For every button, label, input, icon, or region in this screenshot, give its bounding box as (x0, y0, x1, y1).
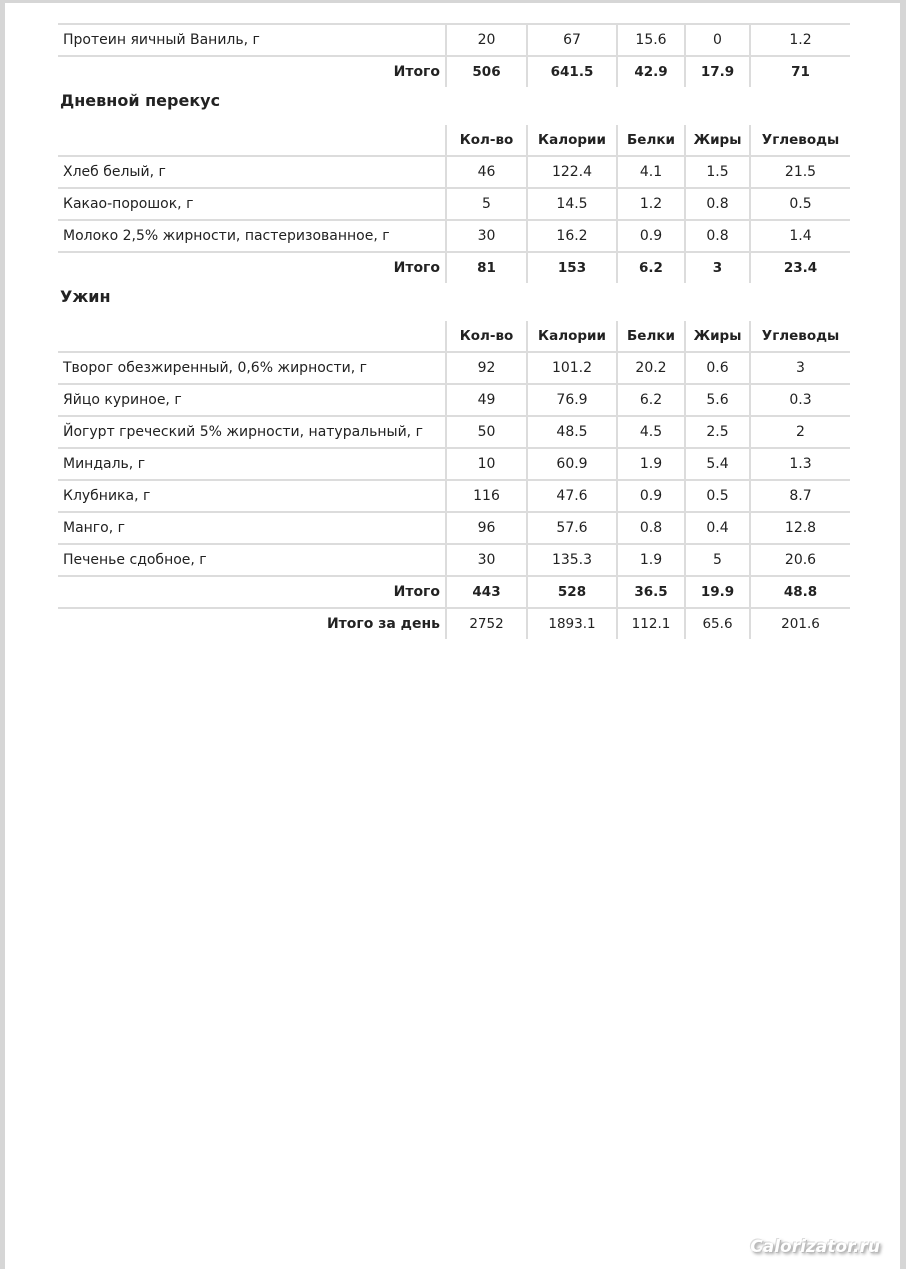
total-protein: 6.2 (617, 252, 685, 283)
header-carbs: Углеводы (750, 321, 850, 352)
section-title-snack: Дневной перекус (60, 91, 221, 110)
qty-cell: 30 (446, 220, 527, 252)
total-carbs: 48.8 (750, 576, 850, 608)
qty-cell: 46 (446, 156, 527, 188)
header-name (58, 321, 446, 352)
fat-cell: 5.6 (685, 384, 750, 416)
table-row (58, 156, 850, 188)
total-carbs: 23.4 (750, 252, 850, 283)
total-label: Итого (58, 56, 446, 87)
header-protein: Белки (617, 125, 685, 156)
total-qty: 81 (446, 252, 527, 283)
protein-cell: 20.2 (617, 352, 685, 384)
fat-cell: 0 (685, 24, 750, 56)
fat-cell: 0.8 (685, 220, 750, 252)
table-header-row (58, 321, 850, 352)
food-name: Молоко 2,5% жирности, пастеризованное, г (58, 220, 446, 252)
fat-cell: 0.5 (685, 480, 750, 512)
qty-cell: 50 (446, 416, 527, 448)
header-qty: Кол-во (446, 125, 527, 156)
calories-cell: 122.4 (527, 156, 617, 188)
food-name: Яйцо куриное, г (58, 384, 446, 416)
calories-cell: 76.9 (527, 384, 617, 416)
protein-cell: 4.5 (617, 416, 685, 448)
total-label: Итого (58, 252, 446, 283)
qty-cell: 5 (446, 188, 527, 220)
calories-cell: 101.2 (527, 352, 617, 384)
section-title-dinner: Ужин (60, 287, 111, 306)
day-total-qty: 2752 (446, 608, 527, 639)
carbs-cell: 20.6 (750, 544, 850, 576)
protein-cell: 0.9 (617, 480, 685, 512)
protein-cell: 0.9 (617, 220, 685, 252)
total-calories: 153 (527, 252, 617, 283)
carbs-cell: 8.7 (750, 480, 850, 512)
table-row (58, 480, 850, 512)
document-page (5, 3, 900, 1269)
total-qty: 443 (446, 576, 527, 608)
carbs-cell: 2 (750, 416, 850, 448)
calories-cell: 47.6 (527, 480, 617, 512)
total-protein: 36.5 (617, 576, 685, 608)
calories-cell: 14.5 (527, 188, 617, 220)
day-total-protein: 112.1 (617, 608, 685, 639)
qty-cell: 92 (446, 352, 527, 384)
table-row (58, 24, 850, 56)
table-row (58, 220, 850, 252)
calories-cell: 135.3 (527, 544, 617, 576)
food-name: Творог обезжиренный, 0,6% жирности, г (58, 352, 446, 384)
total-row (58, 56, 850, 87)
protein-cell: 4.1 (617, 156, 685, 188)
fat-cell: 2.5 (685, 416, 750, 448)
fat-cell: 0.8 (685, 188, 750, 220)
total-calories: 641.5 (527, 56, 617, 87)
food-name: Клубника, г (58, 480, 446, 512)
total-row (58, 576, 850, 608)
table-row (58, 512, 850, 544)
header-calories: Калории (527, 321, 617, 352)
food-name: Йогурт греческий 5% жирности, натуральный, г (58, 416, 446, 448)
table-header-row (58, 125, 850, 156)
protein-cell: 1.9 (617, 448, 685, 480)
food-name: Протеин яичный Ваниль, г (58, 24, 446, 56)
qty-cell: 49 (446, 384, 527, 416)
snack-table (58, 125, 850, 283)
protein-cell: 1.9 (617, 544, 685, 576)
meal-report (58, 23, 850, 639)
calories-cell: 60.9 (527, 448, 617, 480)
day-total-fat: 65.6 (685, 608, 750, 639)
qty-cell: 20 (446, 24, 527, 56)
dinner-table (58, 321, 850, 639)
fat-cell: 5 (685, 544, 750, 576)
watermark-logo: Calorizator.ru (750, 1237, 880, 1257)
protein-cell: 6.2 (617, 384, 685, 416)
header-carbs: Углеводы (750, 125, 850, 156)
header-fat: Жиры (685, 321, 750, 352)
day-total-row (58, 608, 850, 639)
total-protein: 42.9 (617, 56, 685, 87)
fat-cell: 1.5 (685, 156, 750, 188)
header-fat: Жиры (685, 125, 750, 156)
calories-cell: 67 (527, 24, 617, 56)
carbs-cell: 3 (750, 352, 850, 384)
header-calories: Калории (527, 125, 617, 156)
table-row (58, 188, 850, 220)
table-row (58, 448, 850, 480)
fat-cell: 5.4 (685, 448, 750, 480)
total-fat: 3 (685, 252, 750, 283)
header-protein: Белки (617, 321, 685, 352)
table-row (58, 352, 850, 384)
total-fat: 17.9 (685, 56, 750, 87)
food-name: Миндаль, г (58, 448, 446, 480)
qty-cell: 30 (446, 544, 527, 576)
total-qty: 506 (446, 56, 527, 87)
food-name: Печенье сдобное, г (58, 544, 446, 576)
qty-cell: 10 (446, 448, 527, 480)
previous-meal-table (58, 23, 850, 87)
fat-cell: 0.6 (685, 352, 750, 384)
total-fat: 19.9 (685, 576, 750, 608)
calories-cell: 57.6 (527, 512, 617, 544)
carbs-cell: 1.4 (750, 220, 850, 252)
carbs-cell: 0.3 (750, 384, 850, 416)
header-qty: Кол-во (446, 321, 527, 352)
day-total-calories: 1893.1 (527, 608, 617, 639)
table-row (58, 544, 850, 576)
day-total-carbs: 201.6 (750, 608, 850, 639)
food-name: Манго, г (58, 512, 446, 544)
table-row (58, 384, 850, 416)
calories-cell: 16.2 (527, 220, 617, 252)
carbs-cell: 1.3 (750, 448, 850, 480)
qty-cell: 96 (446, 512, 527, 544)
total-calories: 528 (527, 576, 617, 608)
header-name (58, 125, 446, 156)
fat-cell: 0.4 (685, 512, 750, 544)
carbs-cell: 0.5 (750, 188, 850, 220)
qty-cell: 116 (446, 480, 527, 512)
protein-cell: 1.2 (617, 188, 685, 220)
total-carbs: 71 (750, 56, 850, 87)
total-label: Итого (58, 576, 446, 608)
protein-cell: 15.6 (617, 24, 685, 56)
carbs-cell: 12.8 (750, 512, 850, 544)
day-total-label: Итого за день (58, 608, 446, 639)
calories-cell: 48.5 (527, 416, 617, 448)
carbs-cell: 21.5 (750, 156, 850, 188)
protein-cell: 0.8 (617, 512, 685, 544)
total-row (58, 252, 850, 283)
food-name: Хлеб белый, г (58, 156, 446, 188)
food-name: Какао-порошок, г (58, 188, 446, 220)
carbs-cell: 1.2 (750, 24, 850, 56)
table-row (58, 416, 850, 448)
